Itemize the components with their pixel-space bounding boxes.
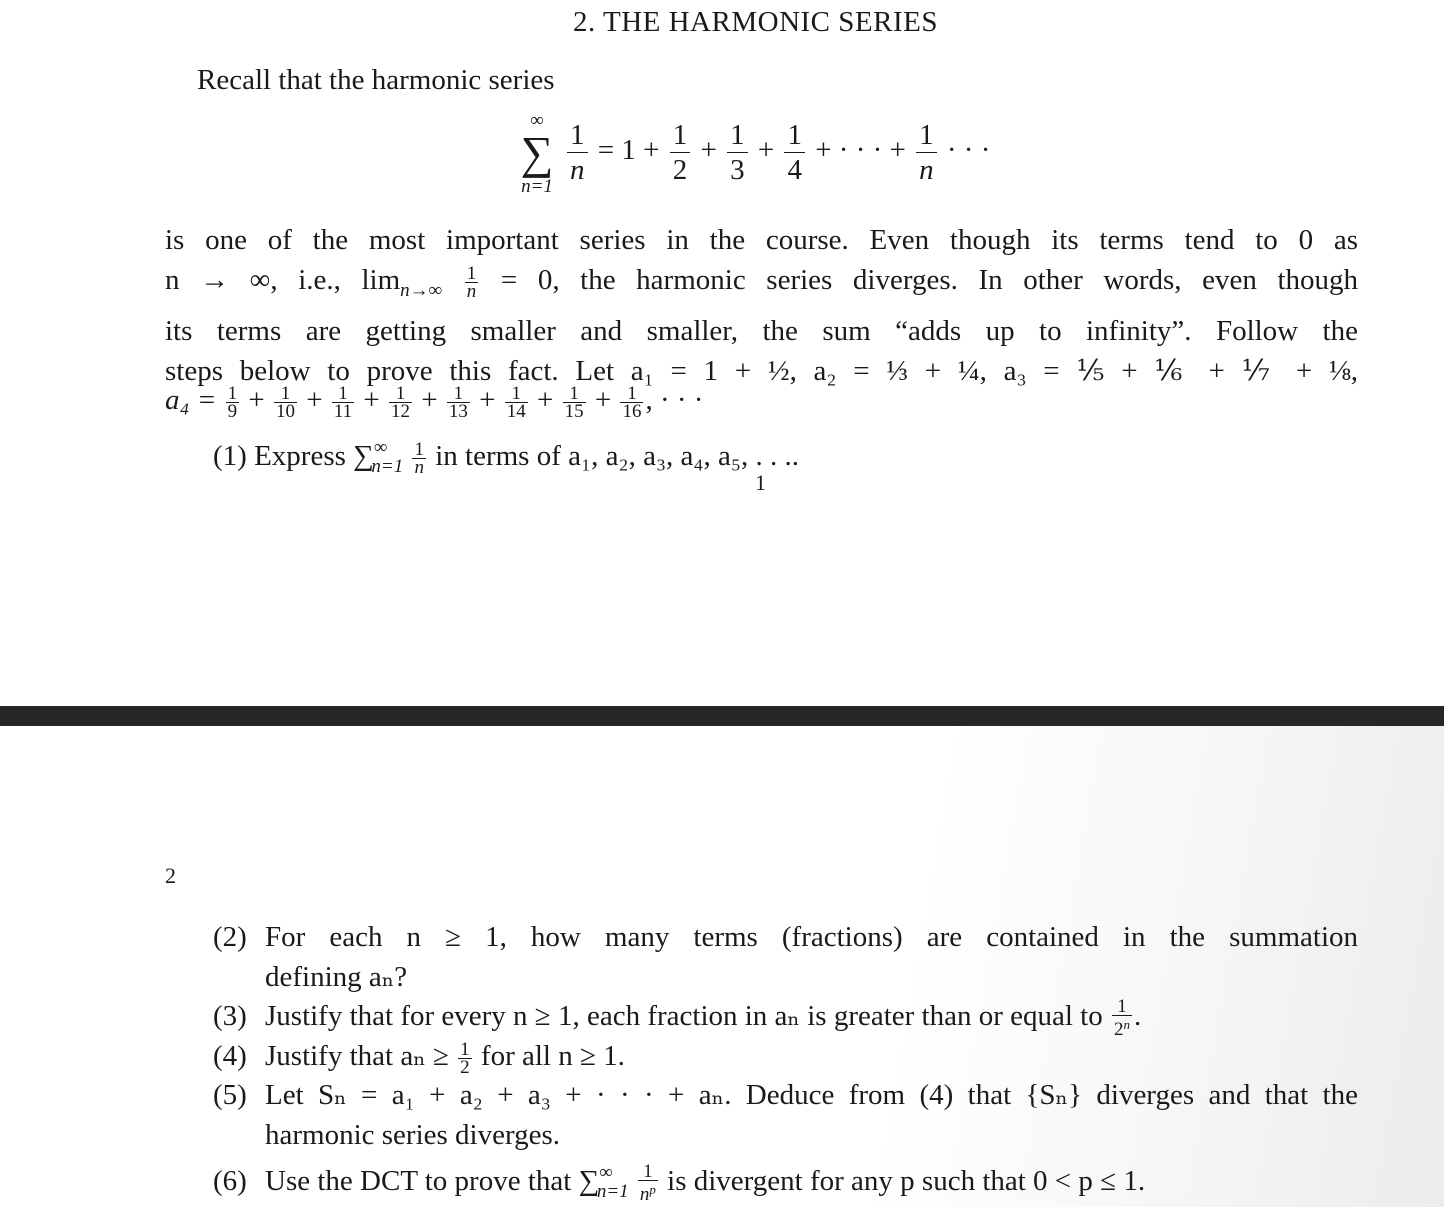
question-6: (6) Use the DCT to prove that $\sum^\infty_{n=1}$ $\frac{1}{n^p}$ is divergent for any p such that 0 < p ≤ 1. [213, 1161, 1146, 1206]
question-label: (4) [213, 1040, 247, 1072]
question-label: (6) [213, 1165, 247, 1197]
summation [508, 112, 566, 198]
page-divider [0, 706, 1444, 726]
page-number-1: 1 [755, 470, 766, 495]
a3-definition: a₃ = ⅕ + ⅙ + ⅐ + ⅛, [1003, 355, 1359, 387]
paragraph-line-4: steps below to prove this fact. Let a₁ = 1 + ½, a₂ = ⅓ + ¼, a₃ = ⅕ + ⅙ + ⅐ + ⅛, [165, 355, 1359, 387]
question-label: (3) [213, 1000, 247, 1032]
page-number-2: 2 [165, 863, 176, 888]
series-terms: $\frac{1}{n}$ = 1 + $\frac{1}{2}$ + $\frac{1}{3}$ + $\frac{1}{4}$ + · · · + $\frac{1}{n}$ · · · [564, 118, 990, 187]
question-1: (1) Express $\sum^\infty_{n=1}$ $\frac{1}{n}$ in terms of a₁, a₂, a₃, a₄, a₅, . . .. [213, 437, 800, 478]
paragraph-line-2: n → ∞, i.e., $\lim_{n\to\infty}$ $\frac{1}{n}$ = 0, the harmonic series diverges. In other words, even though [165, 262, 1358, 302]
question-label: (2) [213, 921, 247, 953]
last-term-fraction: $\frac{1}{n}$ [916, 118, 937, 187]
middle-ellipsis: + · · · + [815, 134, 906, 167]
sum-upper-limit: ∞ [530, 110, 544, 131]
section-title: 2. THE HARMONIC SERIES [573, 6, 938, 38]
a2-definition: a₂ = ⅓ + ¼, [813, 355, 987, 387]
term-fraction: $\frac{1}{2}$ [670, 118, 691, 187]
one-over-n-fraction: $\frac{1}{n}$ [466, 262, 477, 302]
lhs-fraction: $\frac{1}{n}$ [567, 118, 588, 187]
question-3: (3) Justify that for every n ≥ 1, each fraction in aₙ is greater than or equal to $\frac{1}{2^n}$ . [213, 996, 1142, 1041]
paragraph-line-3: its terms are getting smaller and smaller, the sum “adds up to infinity”. Follow the [165, 315, 1358, 347]
term-fraction: $\frac{1}{4}$ [784, 118, 805, 187]
question-label: (1) [213, 440, 247, 472]
trailing-ellipsis: · · · [946, 134, 991, 167]
question-5: (5) Let Sₙ = a₁ + a₂ + a₃ + · · · + aₙ. Deduce from (4) that {Sₙ} diverges and that the harmonic series diverges. [213, 1075, 1358, 1155]
paragraph-line-1: is one of the most important series in the course. Even though its terms tend to 0 as [165, 224, 1358, 256]
question-2: (2) For each n ≥ 1, how many terms (fractions) are contained in the summation defining aₙ? [213, 917, 1358, 997]
equals-one-plus: = 1 + [597, 134, 660, 167]
term-fraction: $\frac{1}{3}$ [727, 118, 748, 187]
question-4: (4) Justify that aₙ ≥ $\frac{1}{2}$ for all n ≥ 1. [213, 1036, 625, 1076]
a4-definition: a₄ = $\frac{1}{9}$ + $\frac{1}{10}$ + $\frac{1}{11}$ + $\frac{1}{12}$ + $\frac{1}{13}$ + $\frac{1}{14}$ + $\frac{1}{15}$ + $\frac{1}{16}$ , · · · [165, 382, 704, 422]
intro-line: Recall that the harmonic series [197, 64, 555, 96]
a1-definition: a₁ = 1 + ½, [630, 355, 797, 387]
page-two [0, 726, 1444, 1207]
paragraph [165, 220, 1358, 391]
sigma-symbol: ∑ [520, 127, 554, 178]
sum-lower-limit: n=1 [521, 176, 553, 197]
question-label: (5) [213, 1079, 247, 1111]
